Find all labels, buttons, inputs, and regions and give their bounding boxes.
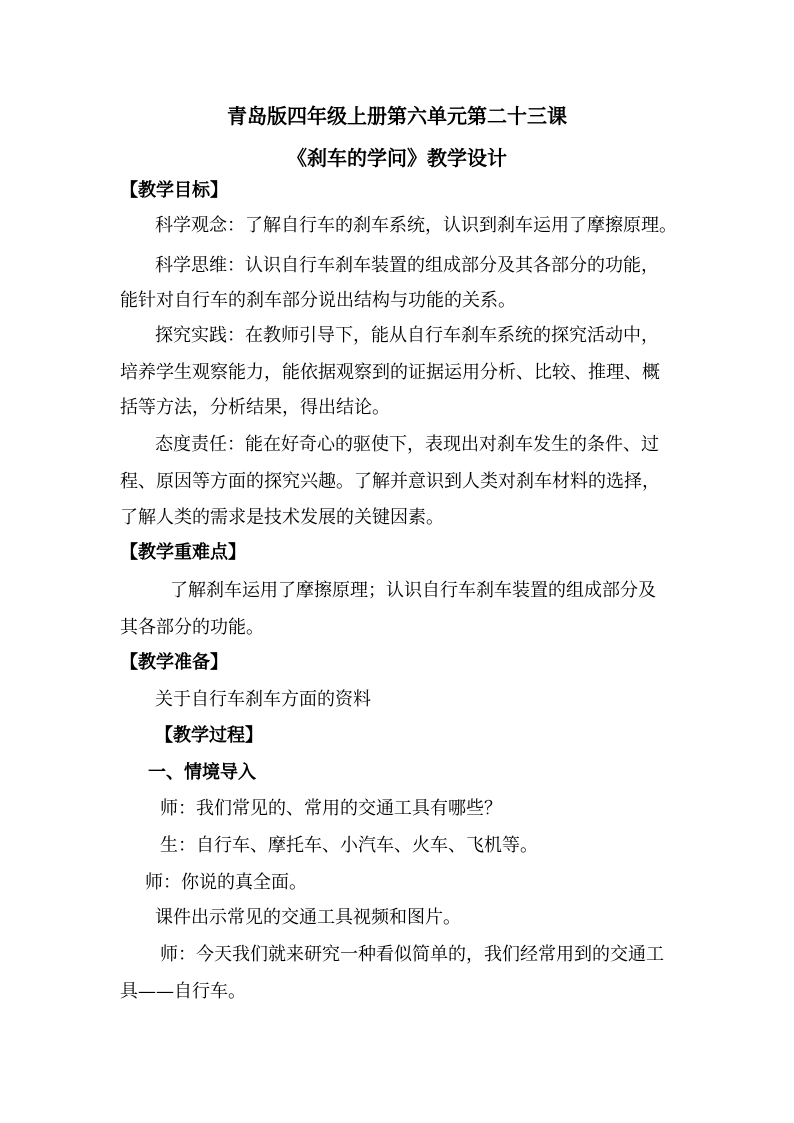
objective-attitude-line3: 了解人类的需求是技术发展的关键因素。 <box>120 507 444 528</box>
objective-practice-line3: 括等方法，分析结果，得出结论。 <box>120 397 390 418</box>
dialogue-line-4: 课件出示常见的交通工具视频和图片。 <box>155 907 461 928</box>
objective-concept: 科学观念：了解自行车的刹车系统，认识到刹车运用了摩擦原理。 <box>155 215 677 236</box>
dialogue-line-5a: 师：今天我们就来研究一种看似简单的，我们经常用到的交通工 <box>160 944 664 965</box>
process-section-1-heading: 一、情境导入 <box>148 762 256 783</box>
document-title-line2: 《刹车的学问》教学设计 <box>287 146 507 170</box>
objective-thinking-line2: 能针对自行车的刹车部分说出结构与功能的关系。 <box>120 290 516 311</box>
preparation-line1: 关于自行车刹车方面的资料 <box>155 689 371 710</box>
dialogue-line-3: 师：你说的真全面。 <box>145 872 307 893</box>
objective-attitude-line2: 程、原因等方面的探究兴趣。了解并意识到人类对刹车材料的选择， <box>120 471 660 492</box>
key-points-heading: 【教学重难点】 <box>120 542 246 563</box>
key-points-line1: 了解刹车运用了摩擦原理；认识自行车刹车装置的组成部分及 <box>170 580 656 601</box>
document-title-line1: 青岛版四年级上册第六单元第二十三课 <box>227 104 567 128</box>
key-points-line2: 其各部分的功能。 <box>120 617 264 638</box>
dialogue-line-2: 生：自行车、摩托车、小汽车、火车、飞机等。 <box>160 835 538 856</box>
objective-practice-line1: 探究实践：在教师引导下，能从自行车刹车系统的探究活动中， <box>155 325 659 346</box>
dialogue-line-5b: 具——自行车。 <box>120 981 246 1002</box>
dialogue-line-1: 师：我们常见的、常用的交通工具有哪些？ <box>160 798 502 819</box>
objective-attitude-line1: 态度责任：能在好奇心的驱使下，表现出对刹车发生的条件、过 <box>155 434 659 455</box>
objectives-heading: 【教学目标】 <box>120 180 228 201</box>
objective-practice-line2: 培养学生观察能力，能依据观察到的证据运用分析、比较、推理、概 <box>120 362 660 383</box>
process-heading: 【教学过程】 <box>155 725 263 746</box>
preparation-heading: 【教学准备】 <box>120 652 228 673</box>
objective-thinking-line1: 科学思维：认识自行车刹车装置的组成部分及其各部分的功能， <box>155 255 659 276</box>
